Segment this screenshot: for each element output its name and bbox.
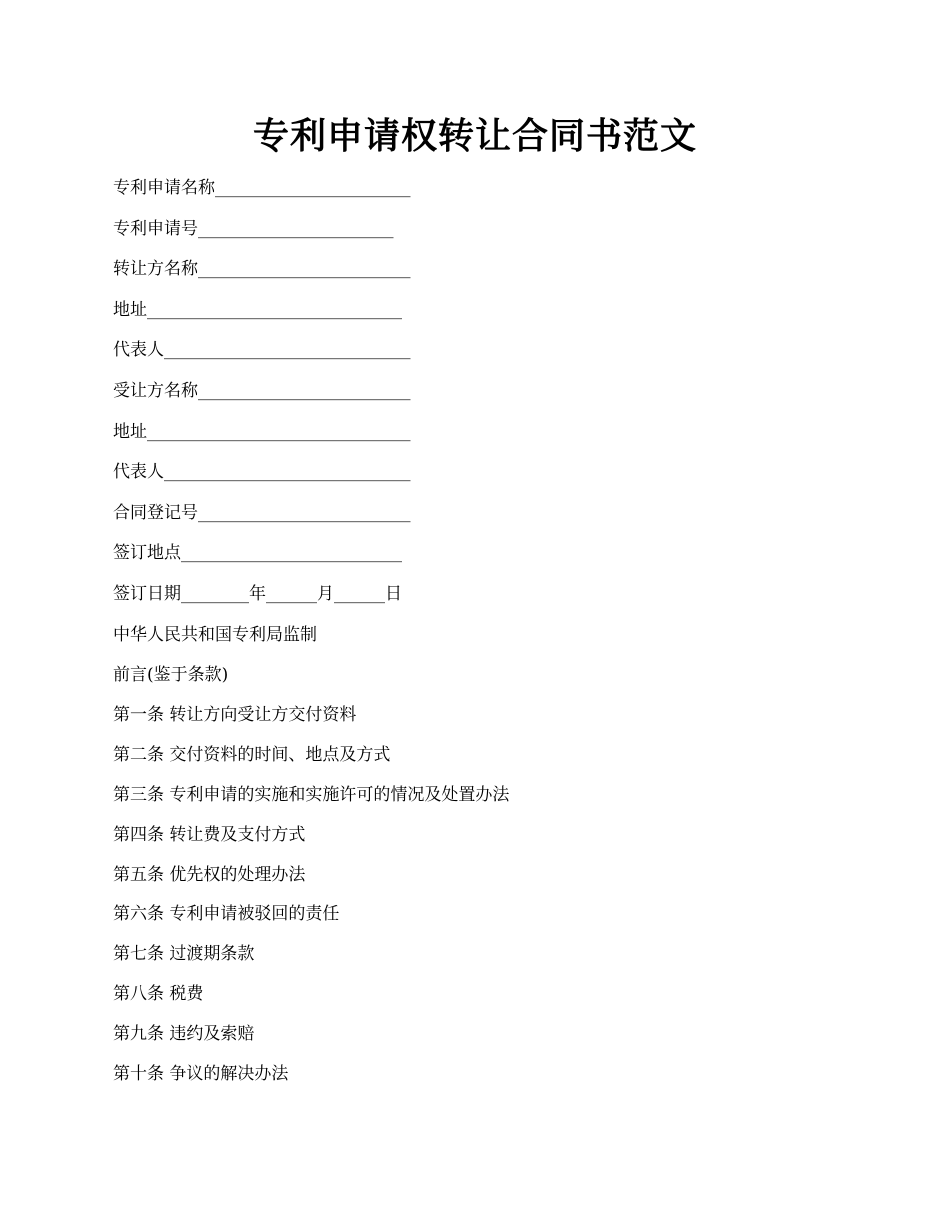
document-body <box>113 178 873 1104</box>
section-article-7: 第七条 过渡期条款 <box>113 944 255 965</box>
section-article-1: 第一条 转让方向受让方交付资料 <box>113 705 357 726</box>
section-article-4: 第四条 转让费及支付方式 <box>113 824 306 845</box>
supervision-note: 中华人民共和国专利局监制 <box>113 624 317 645</box>
section-article-8: 第八条 税费 <box>113 984 204 1005</box>
field-transferee-representative: 代表人_____________________________ <box>113 462 411 483</box>
section-article-6: 第六条 专利申请被驳回的责任 <box>113 904 340 925</box>
section-article-10: 第十条 争议的解决办法 <box>113 1064 289 1085</box>
field-patent-application-name: 专利申请名称_______________________ <box>113 178 411 198</box>
field-transferee-name: 受让方名称_________________________ <box>113 380 411 401</box>
section-article-2: 第二条 交付资料的时间、地点及方式 <box>113 744 391 765</box>
field-transferee-address: 地址_______________________________ <box>113 421 411 442</box>
section-article-5: 第五条 优先权的处理办法 <box>113 864 306 885</box>
field-transferor-address: 地址______________________________ <box>113 299 402 320</box>
field-transferor-representative: 代表人_____________________________ <box>113 340 411 361</box>
field-signing-place: 签订地点__________________________ <box>113 543 402 564</box>
field-signing-date: 签订日期________年______月______日 <box>113 583 402 604</box>
field-transferor-name: 转让方名称_________________________ <box>113 259 411 280</box>
field-patent-application-number: 专利申请号_______________________ <box>113 218 394 239</box>
section-preamble: 前言(鉴于条款) <box>113 665 229 686</box>
field-contract-registration-number: 合同登记号_________________________ <box>113 502 411 523</box>
section-article-9: 第九条 违约及索赔 <box>113 1024 255 1045</box>
section-article-3: 第三条 专利申请的实施和实施许可的情况及处置办法 <box>113 784 510 805</box>
document-title: 专利申请权转让合同书范文 <box>252 115 697 157</box>
